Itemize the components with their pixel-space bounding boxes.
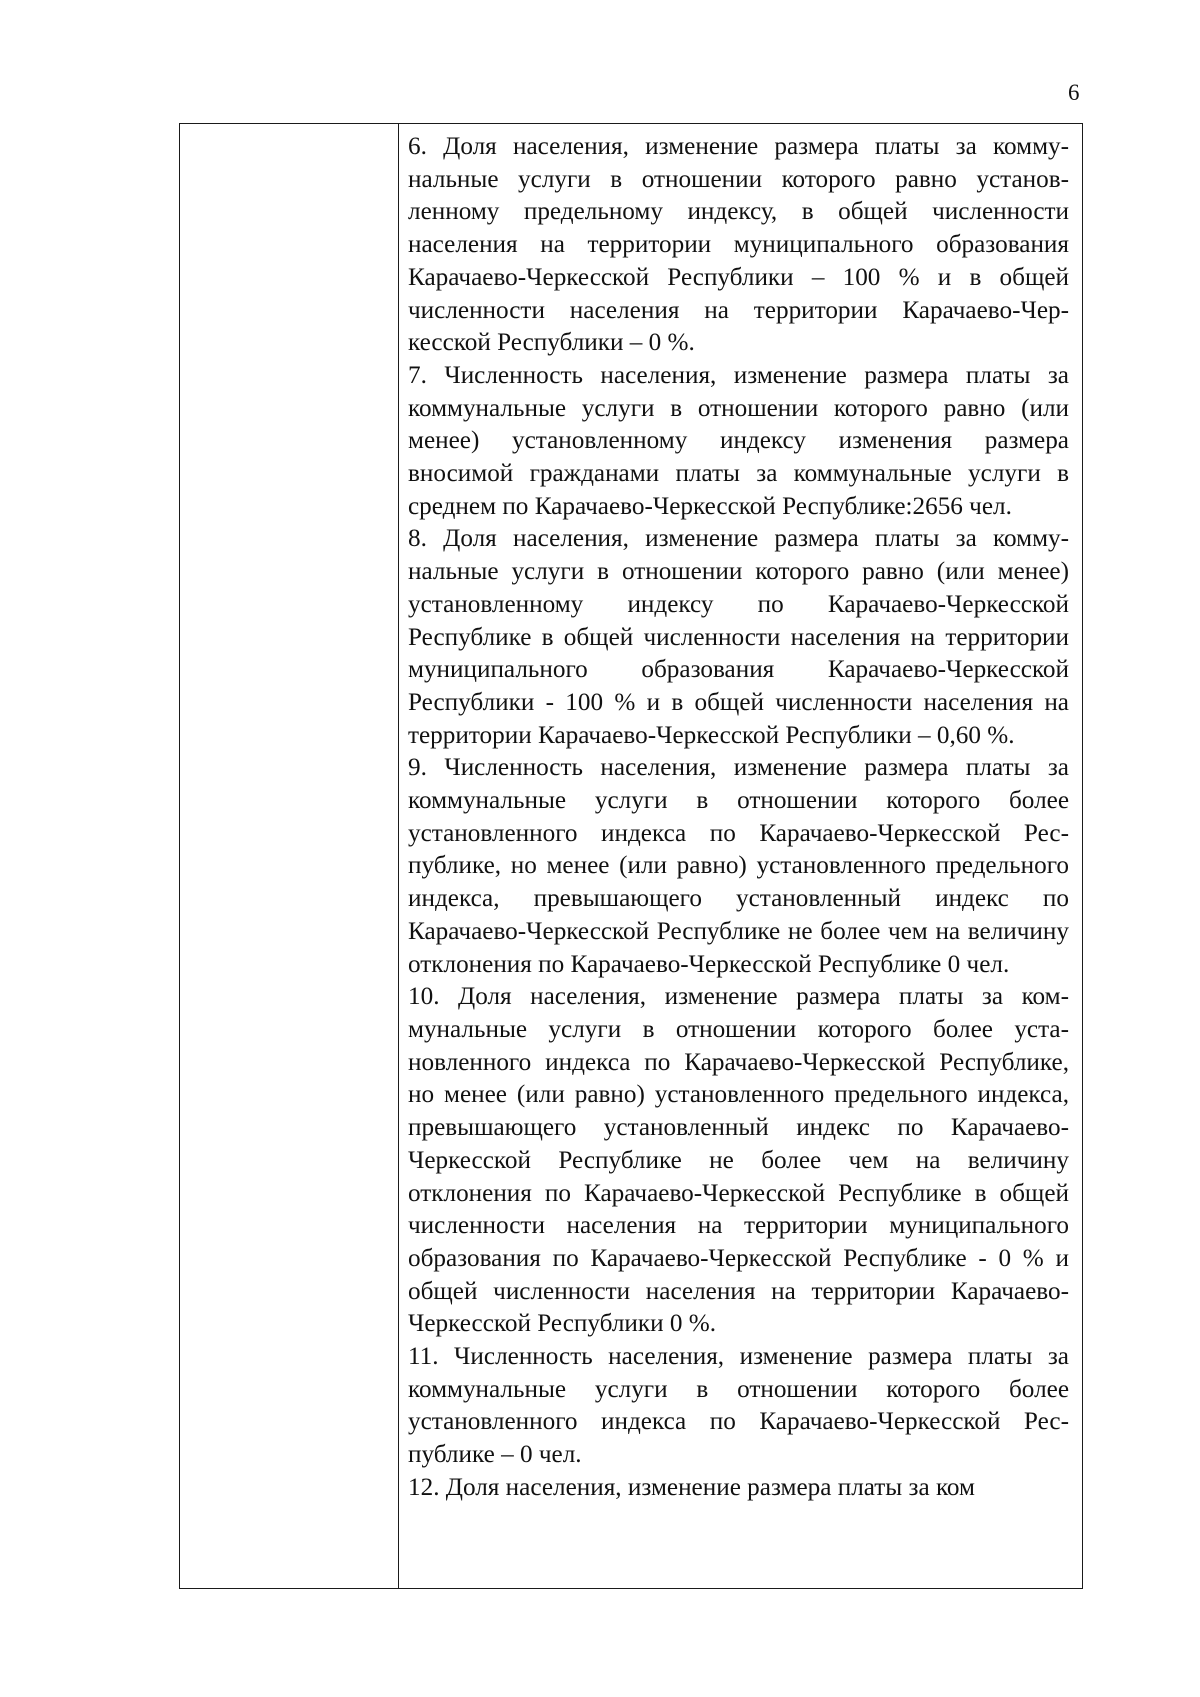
paragraph-6: 6. Доля населения, изменение размера платы за коммунальные услуги в отношении которого равно установленному предельному индексу, в общей численности населения на территории муниципального образования Карачаево-Черкесской Республики – 100 % и в общей численности населения на территории Карачаево-Черкесской Республики – 0 %.: [408, 133, 1069, 357]
paragraph-10: 10. Доля населения, изменение размера платы за коммунальные услуги в отношении которого более установленного индекса по Карачаево-Черкесской Республике, но менее (или равно) установленного предельного индекса, превышающего установленный индекс по Карачаево-Черкесской Республике не более чем на величину отклонения по Карачаево-Черкесской Республике в общей численности населения на территории муниципального образования по Карачаево-Черкесской Республике - 0 % и общей численности населения на территории Карачаево-Черкесской Республики 0 %.: [408, 983, 1069, 1338]
paragraph-9: 9. Численность населения, изменение размера платы за коммунальные услуги в отношении которого более установленного индекса по Карачаево-Черкесской Республике, но менее (или равно) установленного предельного индекса, превышающего установленный индекс по Карачаево-Черкесской Республике не более чем на величину отклонения по Карачаево-Черкесской Республике 0 чел.: [408, 754, 1069, 978]
page-number: 6: [1068, 80, 1080, 105]
document-table: [179, 123, 1083, 1589]
table-left-column: [180, 124, 399, 1588]
paragraph-11: 11. Численность населения, изменение размера платы за коммунальные услуги в отношении которого более установленного индекса по Карачаево-Черкесской Республике – 0 чел.: [408, 1343, 1069, 1469]
table-right-column: [399, 124, 1082, 1588]
paragraph-8: 8. Доля населения, изменение размера платы за коммунальные услуги в отношении которого равно (или менее) установленному индексу по Карачаево-Черкесской Республике в общей численности населения на территории муниципального образования Карачаево-Черкесской Республики - 100 % и в общей численности населения на территории Карачаево-Черкесской Республики – 0,60 %.: [408, 525, 1069, 749]
paragraph-7: 7. Численность населения, изменение размера платы за коммунальные услуги в отношении которого равно (или менее) установленному индексу изменения размера вносимой гражданами платы за коммунальные услуги в среднем по Карачаево-Черкесской Республике:2656 чел.: [408, 361, 1069, 520]
paragraph-12: 12. Доля населения, изменение размера платы за ком: [408, 1473, 975, 1501]
